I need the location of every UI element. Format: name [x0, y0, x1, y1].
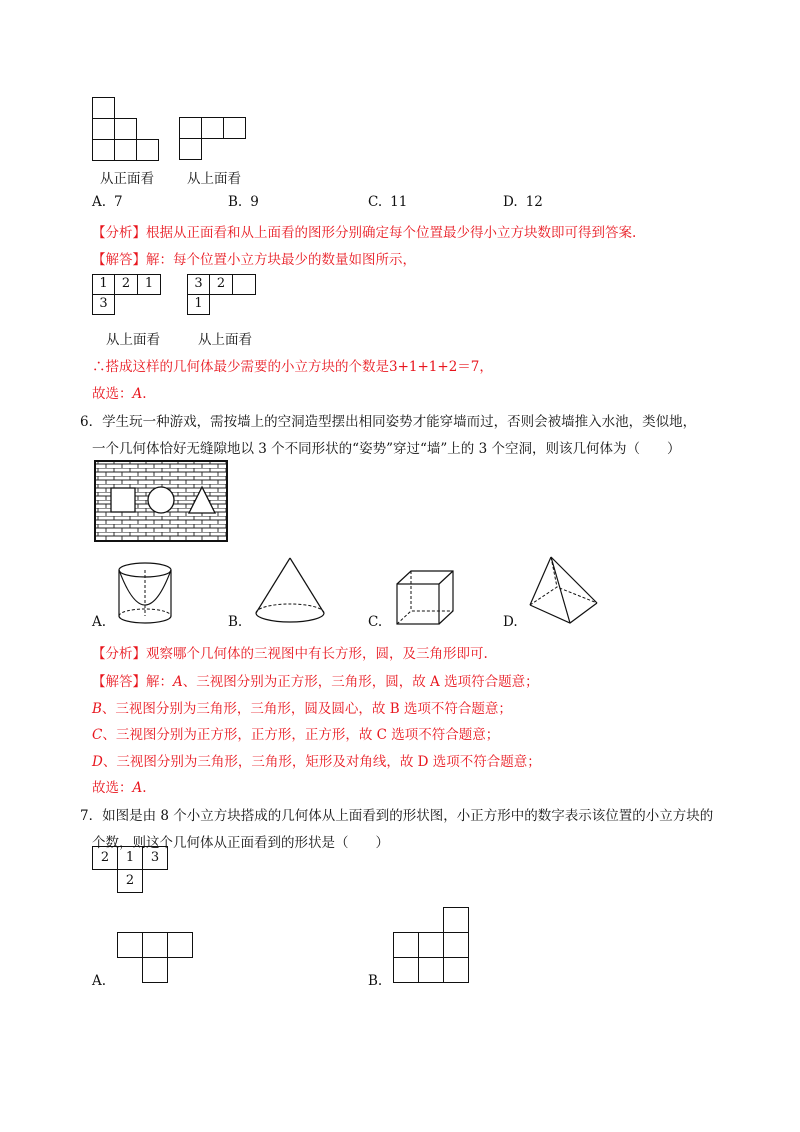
grid-number: 2	[216, 276, 226, 291]
q6-analysis: 【分析】观察哪个几何体的三视图中有长方形，圆，及三角形即可.	[92, 646, 488, 662]
q6-stem-line1: 6．学生玩一种游戏，需按墙上的空洞造型摆出相同姿势才能穿墙而过，否则会被墙推入水池，类似地，	[80, 414, 697, 430]
q5-grid-label-1: 从上面看	[106, 332, 160, 348]
q6-answer-line-a: 【解答】解：A、三视图分别为正方形，三角形，圆，故 A 选项符合题意；	[92, 674, 539, 690]
q5-answer: 【解答】解：每个位置小立方块最少的数量如图所示，	[92, 252, 416, 268]
q5-option-a: A. 7	[92, 194, 123, 210]
q6-option-d-label: D.	[503, 614, 518, 630]
q5-conclusion: ∴搭成这样的几何体最少需要的小立方块的个数是3+1+1+2＝7，	[92, 359, 493, 375]
q6-answer-line-b: B、三视图分别为三角形，三角形，圆及圆心，故 B 选项不符合题意；	[92, 701, 512, 717]
grid-number: 3	[194, 276, 203, 291]
q6-stem-line2: 一个几何体恰好无缝隙地以 3 个不同形状的“姿势”穿过“墙”上的 3 个空洞，则该几何体为（ ）	[92, 441, 681, 457]
grid-number: 2	[100, 850, 110, 865]
q6-option-c-label: C.	[368, 614, 383, 630]
grid-number: 3	[99, 296, 108, 311]
q5-grid-label-2: 从上面看	[198, 332, 252, 348]
q7-option-b-label: B.	[368, 973, 383, 989]
q6-wall-figure	[94, 460, 228, 542]
q5-option-d: D. 12	[503, 194, 543, 210]
q6-choice: 故选：A.	[92, 780, 147, 796]
q6-option-b-figure	[252, 555, 328, 627]
q6-option-c-figure	[394, 568, 456, 628]
grid-number: 1	[125, 850, 135, 865]
q5-option-b: B. 9	[228, 194, 259, 210]
grid-number: 1	[144, 276, 154, 291]
q6-option-b-label: B.	[228, 614, 243, 630]
q7-stem-line1: 7．如图是由 8 个小立方块搭成的几何体从上面看到的形状图，小正方形中的数字表示该位置的小立方块的	[80, 808, 714, 824]
q7-stem-line2: 个数，则这个几何体从正面看到的形状是（ ）	[92, 835, 389, 851]
q5-top-view-label: 从上面看	[187, 171, 241, 187]
q6-answer-line-c: C、三视图分别为正方形，正方形，正方形，故 C 选项不符合题意；	[92, 727, 500, 743]
grid-number: 3	[150, 850, 160, 865]
q6-option-a-figure	[114, 560, 176, 626]
q6-option-a-label: A.	[92, 614, 107, 630]
grid-number: 2	[121, 276, 131, 291]
q6-answer-line-d: D、三视图分别为三角形，三角形，矩形及对角线，故 D 选项不符合题意；	[92, 754, 541, 770]
q7-option-a-label: A.	[92, 973, 107, 989]
q5-analysis: 【分析】根据从正面看和从上面看的图形分别确定每个位置最少得小立方块数即可得到答案.	[92, 225, 637, 241]
q5-front-view-label: 从正面看	[100, 171, 154, 187]
q5-choice: 故选：A.	[92, 386, 147, 402]
grid-number: 2	[125, 873, 135, 888]
grid-number: 1	[194, 296, 203, 311]
q6-option-d-figure	[525, 555, 601, 627]
q5-option-c: C. 11	[368, 194, 408, 210]
grid-number: 1	[99, 276, 108, 291]
